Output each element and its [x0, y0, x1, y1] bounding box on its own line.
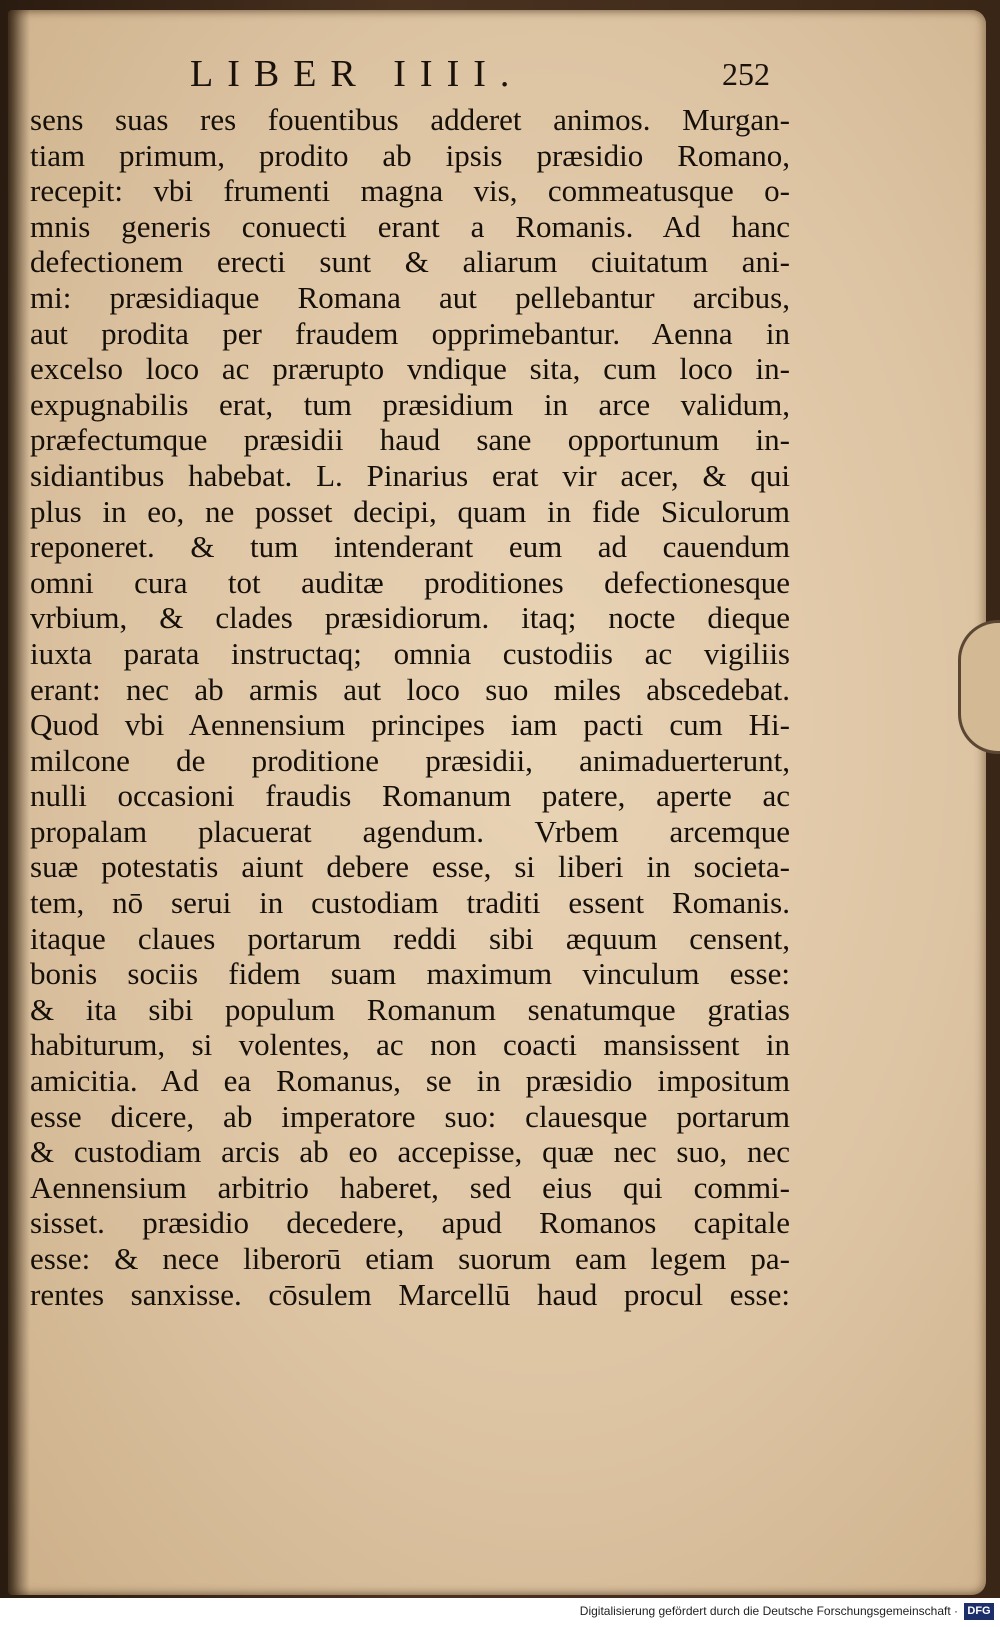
page-number: 252 [722, 56, 770, 92]
text-line: sens suas res fouentibus adderet animos. Murgan- [30, 102, 790, 137]
text-line: & custodiam arcis ab eo accepisse, quæ nec suo, nec [30, 1134, 790, 1170]
text-line: omni cura tot auditæ proditiones defectionesque [30, 564, 790, 600]
text-line: sidiantibus habebat. L. Pinarius erat vir acer, & qui [30, 457, 790, 493]
text-line: & ita sibi populum Romanum senatumque gratias [30, 991, 790, 1027]
text-line: tem, nō serui in custodiam traditi essent Romanis. [30, 885, 790, 921]
text-line: plus in eo, ne posset decipi, quam in fide Siculorum [30, 493, 790, 529]
text-line: reponeret. & tum intenderant eum ad cauendum [30, 529, 790, 565]
dfg-logo: DFG [964, 1603, 994, 1620]
text-line: defectionem erecti sunt & aliarum ciuitatum ani- [30, 244, 790, 280]
text-line: esse dicere, ab imperatore suo: clauesque portarum [30, 1098, 790, 1134]
text-line: sisset. præsidio decedere, apud Romanos capitale [30, 1205, 790, 1241]
text-line: iuxta parata instructaq; omnia custodiis ac vigiliis [30, 635, 790, 671]
text-line: expugnabilis erat, tum præsidium in arce validum, [30, 386, 790, 422]
text-line: mnis generis conuecti erant a Romanis. Ad hanc [30, 208, 790, 244]
text-line: itaque claues portarum reddi sibi æquum censent, [30, 920, 790, 956]
text-line: propalam placuerat agendum. Vrbem arcemque [30, 813, 790, 849]
text-line: vrbium, & clades præsidiorum. itaq; nocte dieque [30, 600, 790, 636]
text-line: Aennensium arbitrio haberet, sed eius qui commi- [30, 1169, 790, 1205]
text-line: habiturum, si volentes, ac non coacti mansissent in [30, 1027, 790, 1063]
text-line: suæ potestatis aiunt debere esse, si liberi in societa- [30, 849, 790, 885]
text-line: erant: nec ab armis aut loco suo miles abscedebat. [30, 671, 790, 707]
text-line: esse: & nece liberorū etiam suorum eam legem pa- [30, 1241, 790, 1276]
spine-shadow [8, 10, 30, 1595]
text-line: Quod vbi Aennensium principes iam pacti cum Hi- [30, 707, 790, 743]
text-line: bonis sociis fidem suam maximum vinculum esse: [30, 956, 790, 992]
body-text [30, 102, 790, 1312]
text-line: aut prodita per fraudem opprimebantur. Aenna in [30, 315, 790, 351]
text-line: tiam primum, prodito ab ipsis præsidio Romano, [30, 137, 790, 173]
text-line: amicitia. Ad ea Romanus, se in præsidio impositum [30, 1063, 790, 1099]
text-line: milcone de proditione præsidii, animaduerterunt, [30, 742, 790, 778]
text-line: recepit: vbi frumenti magna vis, commeatusque o- [30, 173, 790, 209]
digitization-footer [0, 1598, 1000, 1627]
page-clip [958, 620, 1000, 754]
text-line: nulli occasioni fraudis Romanum patere, aperte ac [30, 778, 790, 814]
text-line: præfectumque præsidii haud sane opportunum in- [30, 422, 790, 458]
text-line: excelso loco ac prærupto vndique sita, cum loco in- [30, 351, 790, 387]
text-line: mi: præsidiaque Romana aut pellebantur arcibus, [30, 279, 790, 315]
running-head: LIBER IIII. [190, 53, 524, 95]
funding-credit: Digitalisierung gefördert durch die Deutsche Forschungsgemeinschaft · [579, 1604, 958, 1618]
text-line: rentes sanxisse. cōsulem Marcellū haud procul esse: [30, 1276, 790, 1312]
